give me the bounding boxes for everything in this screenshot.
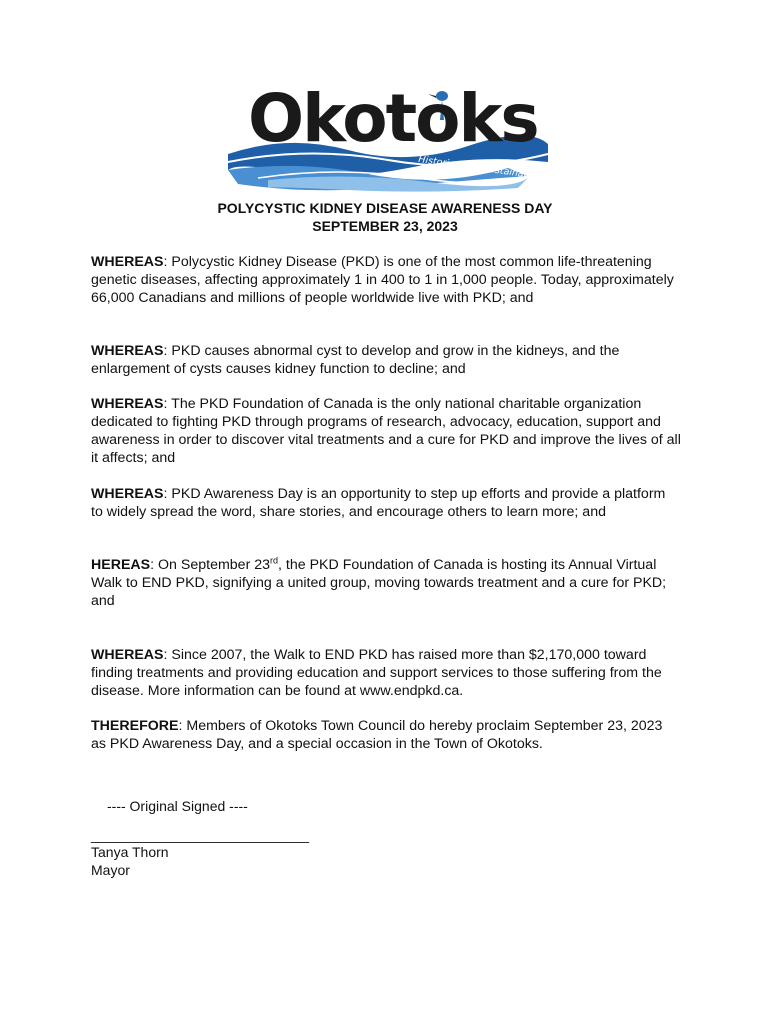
whereas-paragraph-6 — [91, 646, 681, 700]
paragraph-text: : PKD causes abnormal cyst to develop and grow in the kidneys, and the enlargement of cysts causes kidney function to decline; and — [91, 343, 620, 377]
logo-wordmark: Okotoks — [248, 80, 538, 157]
proclamation-title: POLYCYSTIC KIDNEY DISEASE AWARENESS DAY — [217, 200, 553, 216]
original-signed-note: ---- Original Signed ---- — [107, 798, 248, 814]
paragraph-lead: WHEREAS — [91, 343, 164, 359]
paragraph-lead: HEREAS — [91, 557, 151, 573]
paragraph-lead: WHEREAS — [91, 396, 164, 412]
paragraph-text: , the PKD Foundation of Canada is hosting its Annual Virtual Walk to END PKD, signifying a united group, moving towards treatment and a cure for PKD; and — [91, 557, 667, 609]
svg-text:Historic Past, Sustainable Fut: Historic Past, Sustainable Future — [417, 154, 573, 187]
whereas-paragraph-1 — [91, 253, 681, 307]
paragraph-lead: WHEREAS — [91, 486, 164, 502]
signatory-name: Tanya Thorn — [91, 844, 169, 860]
okotoks-logo — [228, 80, 573, 194]
paragraph-lead: WHEREAS — [91, 254, 164, 270]
proclamation-date: SEPTEMBER 23, 2023 — [312, 218, 458, 234]
paragraph-text: : PKD Awareness Day is an opportunity to step up efforts and provide a platform to widely spread the word, share stories, and encourage others to learn more; and — [91, 486, 666, 520]
paragraph-text: : Polycystic Kidney Disease (PKD) is one of the most common life-threatening genetic diseases, affecting approximately 1 in 400 to 1 in 1,000 people. Today, approximately 66,000 Canadians and millions of people worldwide live with PKD; and — [91, 254, 674, 306]
paragraph-lead: WHEREAS — [91, 647, 164, 663]
paragraph-text: : On September 23 — [150, 557, 271, 573]
paragraph-text: : The PKD Foundation of Canada is the only national charitable organization dedicated to fighting PKD through programs of research, advocacy, education, support and awareness in order to discover vital treatments and a cure for PKD and improve the lives of all it affects; and — [91, 396, 681, 466]
ordinal-suffix: rd — [270, 555, 279, 566]
whereas-paragraph-4 — [91, 485, 681, 521]
paragraph-lead: THEREFORE — [91, 718, 179, 734]
paragraph-text: : Since 2007, the Walk to END PKD has raised more than $2,170,000 toward finding treatments and providing education and support services to those suffering from the disease. More information can be found at www.endpkd.ca. — [91, 647, 662, 699]
signature-line: ____________________________ — [91, 827, 310, 843]
therefore-paragraph — [91, 717, 681, 753]
paragraph-text: : Members of Okotoks Town Council do hereby proclaim September 23, 2023 as PKD Awareness Day, and a special occasion in the Town of Okotoks. — [91, 718, 663, 752]
whereas-paragraph-5 — [91, 556, 681, 610]
whereas-paragraph-3 — [91, 395, 681, 467]
logo-tagline — [414, 148, 573, 188]
whereas-paragraph-2 — [91, 342, 681, 378]
signatory-role: Mayor — [91, 862, 130, 878]
